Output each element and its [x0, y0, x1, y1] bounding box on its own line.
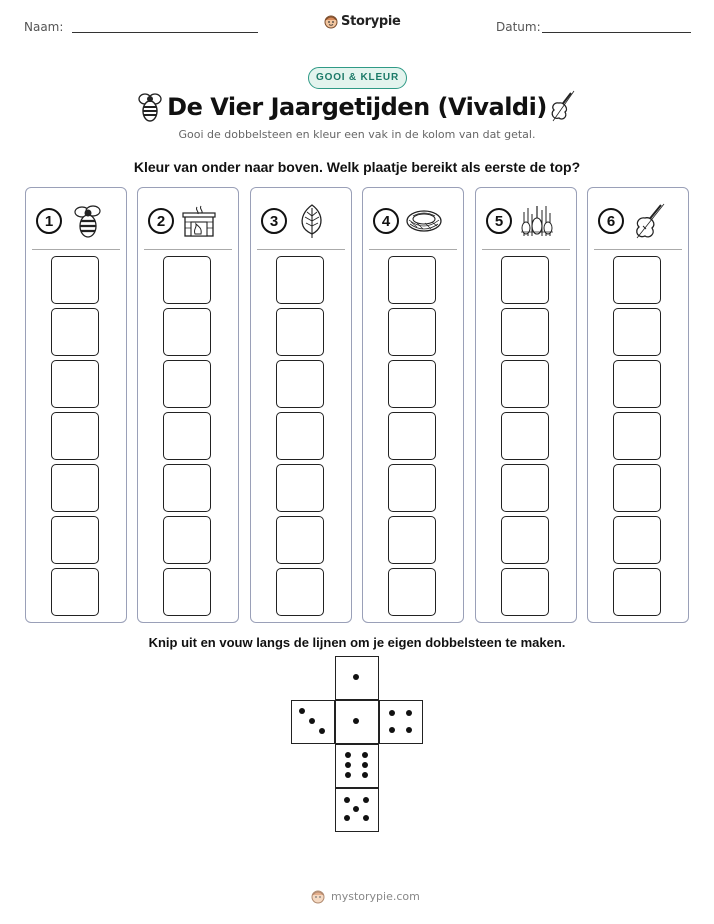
die-face-1 — [335, 700, 379, 744]
die-pip — [299, 708, 305, 714]
column-number: 1 — [36, 208, 62, 234]
game-instruction: Kleur van onder naar boven. Welk plaatje bereikt als eerste de top? — [133, 159, 581, 175]
color-cell[interactable] — [388, 568, 436, 616]
color-cell[interactable] — [163, 360, 211, 408]
color-cell[interactable] — [388, 256, 436, 304]
color-cell[interactable] — [51, 256, 99, 304]
die-pip — [345, 752, 351, 758]
color-cell[interactable] — [613, 360, 661, 408]
activity-badge: GOOI & KLEUR — [308, 67, 407, 89]
die-pip — [363, 797, 369, 803]
color-cell[interactable] — [501, 464, 549, 512]
die-pip — [345, 772, 351, 778]
color-cell[interactable] — [501, 568, 549, 616]
color-cell[interactable] — [613, 516, 661, 564]
orchestra-icon — [518, 202, 556, 240]
die-face-1 — [335, 656, 379, 700]
leaf-icon — [293, 202, 331, 240]
die-face-4 — [379, 700, 423, 744]
die-pip — [309, 718, 315, 724]
color-cell[interactable] — [388, 464, 436, 512]
die-pip — [353, 718, 359, 724]
color-cell[interactable] — [163, 256, 211, 304]
color-cell[interactable] — [163, 412, 211, 460]
die-pip — [345, 762, 351, 768]
die-pip — [362, 772, 368, 778]
column-2 — [137, 187, 239, 623]
color-cell[interactable] — [501, 308, 549, 356]
color-cell[interactable] — [51, 412, 99, 460]
color-cell[interactable] — [388, 516, 436, 564]
column-divider — [594, 249, 682, 250]
die-pip — [353, 806, 359, 812]
name-label: Naam: — [24, 20, 64, 34]
column-divider — [144, 249, 232, 250]
page-subtitle: Gooi de dobbelsteen en kleur een vak in de kolom van dat getal. — [178, 128, 536, 141]
name-line — [72, 32, 258, 33]
column-4 — [362, 187, 464, 623]
color-cell[interactable] — [613, 464, 661, 512]
column-number: 2 — [148, 208, 174, 234]
die-face-6 — [335, 744, 379, 788]
die-face-5 — [335, 788, 379, 832]
die-pip — [406, 727, 412, 733]
column-divider — [257, 249, 345, 250]
color-cell[interactable] — [501, 256, 549, 304]
color-cell[interactable] — [388, 412, 436, 460]
violin-icon — [630, 202, 668, 240]
die-pip — [406, 710, 412, 716]
color-cell[interactable] — [276, 308, 324, 356]
cut-instruction: Knip uit en vouw langs de lijnen om je eigen dobbelsteen te maken. — [148, 635, 566, 650]
column-3 — [250, 187, 352, 623]
die-pip — [362, 762, 368, 768]
color-cell[interactable] — [51, 308, 99, 356]
die-pip — [353, 674, 359, 680]
color-cell[interactable] — [501, 412, 549, 460]
nest-icon — [405, 202, 443, 240]
color-cell[interactable] — [276, 516, 324, 564]
column-6 — [587, 187, 689, 623]
die-pip — [319, 728, 325, 734]
color-cell[interactable] — [163, 308, 211, 356]
color-cell[interactable] — [613, 256, 661, 304]
color-cell[interactable] — [51, 360, 99, 408]
color-cell[interactable] — [51, 464, 99, 512]
color-cell[interactable] — [276, 412, 324, 460]
pie-mascot-icon — [324, 13, 338, 29]
die-pip — [344, 797, 350, 803]
color-cell[interactable] — [388, 308, 436, 356]
column-divider — [369, 249, 457, 250]
color-cell[interactable] — [613, 308, 661, 356]
column-5 — [475, 187, 577, 623]
color-cell[interactable] — [276, 360, 324, 408]
color-cell[interactable] — [501, 516, 549, 564]
column-number: 6 — [598, 208, 624, 234]
die-pip — [389, 710, 395, 716]
column-divider — [32, 249, 120, 250]
page-title: De Vier Jaargetijden (Vivaldi) — [167, 93, 547, 121]
footer-url[interactable]: mystorypie.com — [331, 889, 420, 903]
color-cell[interactable] — [163, 568, 211, 616]
color-cell[interactable] — [276, 256, 324, 304]
die-pip — [344, 815, 350, 821]
color-cell[interactable] — [276, 464, 324, 512]
color-cell[interactable] — [51, 568, 99, 616]
fireplace-icon — [180, 202, 218, 240]
color-cell[interactable] — [613, 412, 661, 460]
date-line — [542, 32, 691, 33]
color-cell[interactable] — [51, 516, 99, 564]
storypie-logo — [324, 13, 401, 29]
column-divider — [482, 249, 570, 250]
pie-mascot-icon — [310, 888, 326, 904]
color-cell[interactable] — [388, 360, 436, 408]
column-number: 3 — [261, 208, 287, 234]
column-1 — [25, 187, 127, 623]
color-cell[interactable] — [276, 568, 324, 616]
color-cell[interactable] — [501, 360, 549, 408]
bee-icon — [68, 202, 106, 240]
column-number: 5 — [486, 208, 512, 234]
die-pip — [389, 727, 395, 733]
violin-icon — [547, 90, 579, 124]
color-cell[interactable] — [163, 516, 211, 564]
date-label: Datum: — [496, 20, 541, 34]
color-cell[interactable] — [163, 464, 211, 512]
column-number: 4 — [373, 208, 399, 234]
brand-name: Storypie — [341, 13, 401, 29]
die-face-3 — [291, 700, 335, 744]
color-cell[interactable] — [613, 568, 661, 616]
footer — [310, 888, 420, 904]
die-pip — [363, 815, 369, 821]
die-pip — [362, 752, 368, 758]
